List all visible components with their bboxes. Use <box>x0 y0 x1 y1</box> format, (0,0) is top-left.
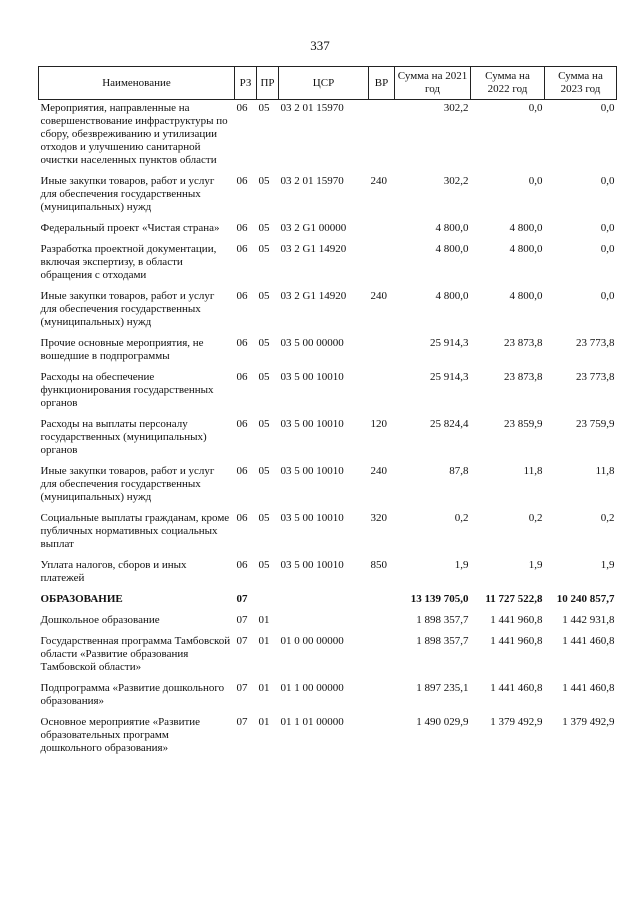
table-row <box>39 557 617 591</box>
row-name: Мероприятия, направленные на совершенствование инфраструктуры по сбору, обезвреживанию и утилизации отходов и улучшению санитарной очистки населенных пунктов области <box>40 102 228 166</box>
row-name: Иные закупки товаров, работ и услуг для обеспечения государственных (муниципальных) нужд <box>40 290 215 328</box>
table-row <box>39 100 617 174</box>
row-rz: 07 <box>236 614 248 626</box>
table-row <box>39 510 617 557</box>
row-name: Государственная программа Тамбовской области «Развитие образования Тамбовской области» <box>40 635 231 673</box>
row-name: Уплата налогов, сборов и иных платежей <box>40 559 187 584</box>
row-sum-2023: 0,0 <box>600 290 615 302</box>
row-name: Основное мероприятие «Развитие образовательных программ дошкольного образования» <box>40 716 201 754</box>
table-row <box>39 288 617 335</box>
row-sum-2021: 25 914,3 <box>430 371 469 383</box>
row-vr <box>369 220 395 241</box>
row-sum-2021: 4 800,0 <box>435 222 469 234</box>
row-sum-2022: 23 873,8 <box>504 371 543 383</box>
row-sum-2021: 302,2 <box>443 102 469 114</box>
row-name: Расходы на обеспечение функционирования государственных органов <box>40 371 214 409</box>
row-csr <box>279 591 369 612</box>
row-name: Иные закупки товаров, работ и услуг для обеспечения государственных (муниципальных) нужд <box>40 175 215 213</box>
row-rz: 06 <box>236 175 248 187</box>
row-csr: 03 5 00 00000 <box>280 337 344 349</box>
row-rz: 07 <box>236 593 248 605</box>
row-vr: 240 <box>370 290 387 302</box>
table-row <box>39 335 617 369</box>
row-sum-2022: 11 727 522,8 <box>485 593 543 605</box>
row-rz: 06 <box>236 512 248 524</box>
table-row <box>39 241 617 288</box>
row-rz: 06 <box>236 337 248 349</box>
row-sum-2023: 1 441 460,8 <box>562 682 615 694</box>
row-name: Прочие основные мероприятия, не вошедшие в подпрограммы <box>40 337 204 362</box>
row-rz: 07 <box>236 716 248 728</box>
row-sum-2021: 25 914,3 <box>430 337 469 349</box>
row-vr <box>369 335 395 369</box>
row-csr: 03 5 00 10010 <box>280 465 344 477</box>
row-sum-2021: 25 824,4 <box>430 418 469 430</box>
table-row <box>39 714 617 761</box>
row-rz: 06 <box>236 102 248 114</box>
header-name: Наименование <box>39 67 235 100</box>
row-csr: 03 2 G1 14920 <box>280 290 347 302</box>
row-sum-2023: 1 379 492,9 <box>562 716 615 728</box>
row-csr: 01 1 01 00000 <box>280 716 344 728</box>
row-vr: 320 <box>370 512 387 524</box>
row-csr: 03 2 01 15970 <box>280 175 344 187</box>
row-sum-2022: 23 859,9 <box>504 418 543 430</box>
row-sum-2023: 0,0 <box>600 102 615 114</box>
row-sum-2021: 1,9 <box>454 559 469 571</box>
row-vr: 240 <box>370 175 387 187</box>
row-pr: 05 <box>258 337 270 349</box>
row-sum-2023: 1 442 931,8 <box>562 614 615 626</box>
row-sum-2021: 1 898 357,7 <box>416 635 469 647</box>
row-sum-2021: 1 898 357,7 <box>416 614 469 626</box>
row-sum-2022: 1,9 <box>528 559 543 571</box>
row-pr: 05 <box>258 243 270 255</box>
row-vr <box>369 369 395 416</box>
row-sum-2021: 1 490 029,9 <box>416 716 469 728</box>
row-sum-2021: 1 897 235,1 <box>416 682 469 694</box>
row-sum-2023: 23 773,8 <box>576 337 615 349</box>
row-pr: 01 <box>258 682 270 694</box>
row-rz: 06 <box>236 222 248 234</box>
table-row <box>39 680 617 714</box>
row-name: ОБРАЗОВАНИЕ <box>40 593 123 605</box>
page-number: 337 <box>310 38 330 53</box>
row-sum-2023: 0,0 <box>600 222 615 234</box>
row-sum-2023: 23 773,8 <box>576 371 615 383</box>
row-name: Иные закупки товаров, работ и услуг для обеспечения государственных (муниципальных) нужд <box>40 465 215 503</box>
row-pr: 05 <box>258 175 270 187</box>
row-vr <box>369 714 395 761</box>
row-name: Социальные выплаты гражданам, кроме публичных нормативных социальных выплат <box>40 512 230 550</box>
row-vr: 120 <box>370 418 387 430</box>
row-sum-2023: 0,0 <box>600 243 615 255</box>
row-sum-2022: 1 379 492,9 <box>490 716 543 728</box>
row-sum-2021: 87,8 <box>449 465 469 477</box>
row-sum-2022: 0,2 <box>528 512 543 524</box>
row-pr: 01 <box>258 614 270 626</box>
header-sum-2022: Сумма на 2022 год <box>471 67 545 100</box>
row-sum-2023: 1 441 460,8 <box>562 635 615 647</box>
row-sum-2022: 4 800,0 <box>509 222 543 234</box>
row-sum-2022: 0,0 <box>528 175 543 187</box>
row-rz: 06 <box>236 371 248 383</box>
row-sum-2023: 0,0 <box>600 175 615 187</box>
header-sum-2021: Сумма на 2021 год <box>395 67 471 100</box>
row-pr: 05 <box>258 222 270 234</box>
row-pr: 01 <box>258 716 270 728</box>
row-sum-2021: 13 139 705,0 <box>410 593 469 605</box>
table-row <box>39 633 617 680</box>
row-rz: 06 <box>236 465 248 477</box>
row-rz: 06 <box>236 290 248 302</box>
row-pr: 05 <box>258 465 270 477</box>
row-sum-2021: 0,2 <box>454 512 469 524</box>
table-header-row <box>39 67 617 100</box>
row-sum-2022: 0,0 <box>528 102 543 114</box>
row-rz: 06 <box>236 418 248 430</box>
row-pr: 05 <box>258 371 270 383</box>
row-sum-2022: 4 800,0 <box>509 243 543 255</box>
row-sum-2022: 1 441 960,8 <box>490 614 543 626</box>
row-vr <box>369 591 395 612</box>
row-sum-2022: 11,8 <box>523 465 543 477</box>
table-row <box>39 591 617 612</box>
row-csr: 01 1 00 00000 <box>280 682 344 694</box>
row-sum-2022: 1 441 460,8 <box>490 682 543 694</box>
row-pr <box>257 591 279 612</box>
row-vr <box>369 680 395 714</box>
row-sum-2023: 1,9 <box>600 559 615 571</box>
row-pr: 05 <box>258 290 270 302</box>
row-sum-2021: 4 800,0 <box>435 290 469 302</box>
row-name: Дошкольное образование <box>40 614 160 626</box>
header-vr: ВР <box>369 67 395 100</box>
row-csr: 01 0 00 00000 <box>280 635 344 647</box>
row-sum-2021: 302,2 <box>443 175 469 187</box>
row-sum-2022: 23 873,8 <box>504 337 543 349</box>
header-sum-2023: Сумма на 2023 год <box>545 67 617 100</box>
budget-table <box>38 66 617 761</box>
row-vr: 240 <box>370 465 387 477</box>
row-rz: 07 <box>236 635 248 647</box>
row-sum-2022: 4 800,0 <box>509 290 543 302</box>
row-sum-2023: 23 759,9 <box>576 418 615 430</box>
table-row <box>39 612 617 633</box>
row-vr: 850 <box>370 559 387 571</box>
row-vr <box>369 241 395 288</box>
row-pr: 01 <box>258 635 270 647</box>
row-vr <box>369 612 395 633</box>
table-row <box>39 416 617 463</box>
row-vr <box>369 633 395 680</box>
table-row <box>39 369 617 416</box>
row-pr: 05 <box>258 512 270 524</box>
row-csr: 03 5 00 10010 <box>280 418 344 430</box>
row-name: Федеральный проект «Чистая страна» <box>40 222 220 234</box>
row-vr <box>369 100 395 174</box>
row-csr: 03 5 00 10010 <box>280 371 344 383</box>
row-csr: 03 5 00 10010 <box>280 512 344 524</box>
row-csr: 03 2 G1 00000 <box>280 222 347 234</box>
row-rz: 06 <box>236 559 248 571</box>
row-pr: 05 <box>258 559 270 571</box>
row-csr: 03 2 01 15970 <box>280 102 344 114</box>
header-rz: РЗ <box>235 67 257 100</box>
row-sum-2021: 4 800,0 <box>435 243 469 255</box>
row-csr: 03 5 00 10010 <box>280 559 344 571</box>
row-pr: 05 <box>258 418 270 430</box>
row-name: Подпрограмма «Развитие дошкольного образования» <box>40 682 225 707</box>
table-row <box>39 220 617 241</box>
row-rz: 07 <box>236 682 248 694</box>
row-sum-2022: 1 441 960,8 <box>490 635 543 647</box>
row-sum-2023: 0,2 <box>600 512 615 524</box>
table-body <box>39 100 617 762</box>
row-name: Расходы на выплаты персоналу государственных (муниципальных) органов <box>40 418 207 456</box>
row-rz: 06 <box>236 243 248 255</box>
row-sum-2023: 10 240 857,7 <box>556 593 615 605</box>
row-csr <box>279 612 369 633</box>
table-row <box>39 463 617 510</box>
row-csr: 03 2 G1 14920 <box>280 243 347 255</box>
header-pr: ПР <box>257 67 279 100</box>
row-name: Разработка проектной документации, включая экспертизу, в области обращения с отходами <box>40 243 217 281</box>
row-pr: 05 <box>258 102 270 114</box>
table-row <box>39 173 617 220</box>
header-csr: ЦСР <box>279 67 369 100</box>
row-sum-2023: 11,8 <box>595 465 615 477</box>
